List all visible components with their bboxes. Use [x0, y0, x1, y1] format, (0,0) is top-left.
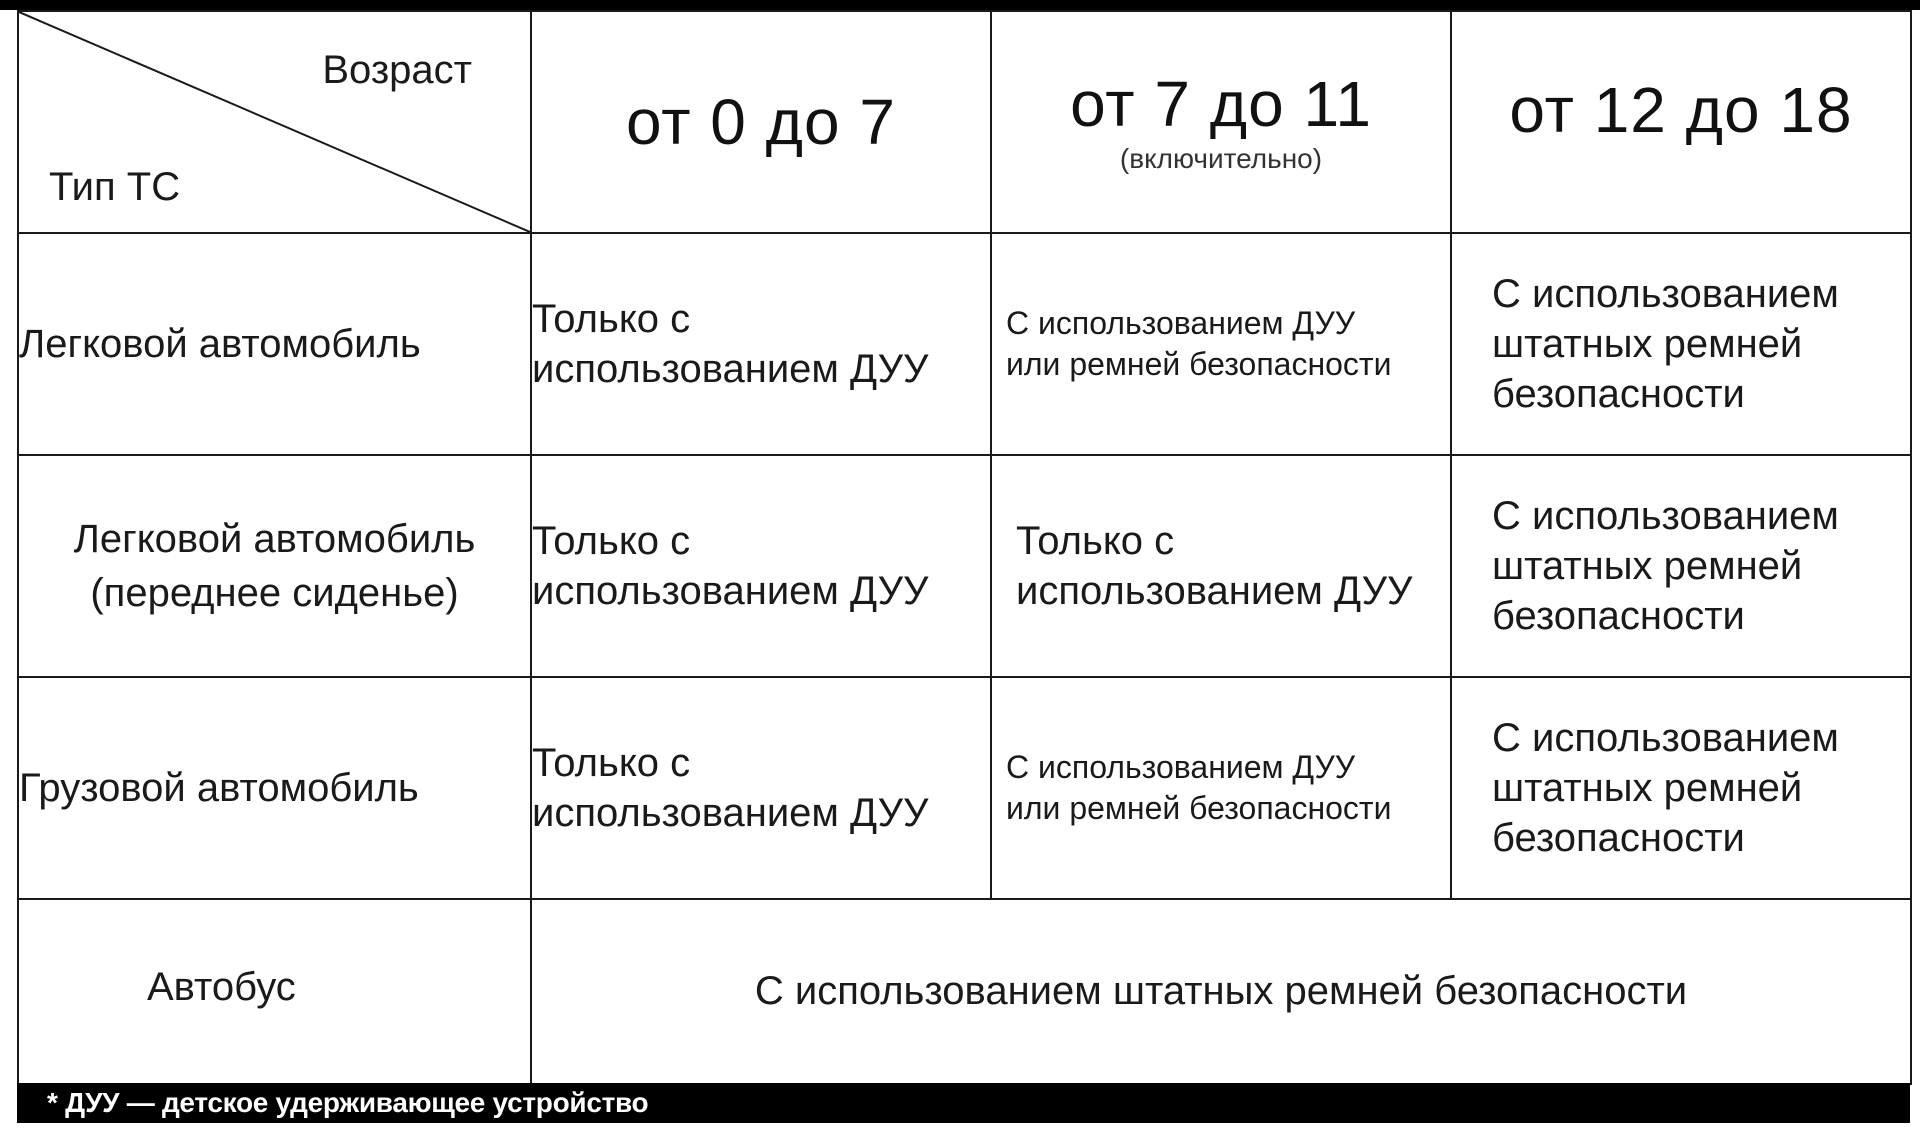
rule-cell — [531, 455, 991, 677]
table-row-passenger-car — [18, 233, 1911, 455]
vehicle-type-label: Автобус — [147, 965, 296, 1009]
vehicle-type-sublabel: (переднее сиденье) — [90, 571, 459, 615]
rule-line: использованием ДУУ — [532, 347, 929, 391]
rule-line: использованием ДУУ — [532, 569, 929, 613]
corner-age-label: Возраст — [322, 48, 472, 92]
rule-line: С использованием — [1492, 716, 1839, 760]
child-restraint-table — [17, 10, 1912, 1085]
table-header-row — [18, 11, 1911, 233]
vehicle-type-cell — [18, 899, 531, 1084]
corner-vehicle-type-label: Тип ТС — [49, 165, 181, 209]
rule-line: Только с — [532, 297, 691, 341]
rule-cell — [991, 233, 1451, 455]
rule-line: Только с — [532, 741, 691, 785]
age-group-label: от 7 до 11 — [1070, 67, 1372, 140]
rule-cell — [991, 677, 1451, 899]
vehicle-type-cell — [18, 233, 531, 455]
age-group-header-3 — [1451, 11, 1911, 233]
rule-line: использованием ДУУ — [532, 791, 929, 835]
header-corner-cell — [18, 11, 531, 233]
age-group-note: (включительно) — [1119, 143, 1323, 175]
table-row-passenger-car-front-seat — [18, 455, 1911, 677]
age-group-label: от 12 до 18 — [1509, 73, 1853, 146]
rule-line: штатных ремней — [1492, 322, 1803, 366]
rule-cell — [531, 677, 991, 899]
merged-rule-cell — [531, 899, 1911, 1084]
top-border-bar — [0, 0, 1920, 10]
footnote-text: * ДУУ — детское удерживающее устройство — [47, 1087, 649, 1118]
table-row-truck — [18, 677, 1911, 899]
rule-line: штатных ремней — [1492, 766, 1803, 810]
footnote-bar — [17, 1083, 1910, 1123]
rule-line: безопасности — [1492, 816, 1745, 860]
vehicle-type-label: Легковой автомобиль — [73, 517, 476, 561]
rule-cell — [1451, 677, 1911, 899]
rule-line: безопасности — [1492, 594, 1745, 638]
rule-cell — [991, 455, 1451, 677]
rule-line: Только с — [1016, 519, 1175, 563]
rule-line: использованием ДУУ — [1016, 569, 1413, 613]
rule-line: или ремней безопасности — [1006, 346, 1392, 382]
age-group-label: от 0 до 7 — [626, 85, 896, 158]
vehicle-type-cell — [18, 677, 531, 899]
vehicle-type-cell — [18, 455, 531, 677]
rule-line: С использованием штатных ремней безопасности — [754, 969, 1688, 1013]
rule-cell — [531, 233, 991, 455]
rule-line: штатных ремней — [1492, 544, 1803, 588]
rule-line: Только с — [532, 519, 691, 563]
table-row-bus — [18, 899, 1911, 1084]
rule-cell — [1451, 455, 1911, 677]
vehicle-type-label: Легковой автомобиль — [19, 322, 421, 366]
vehicle-type-label: Грузовой автомобиль — [19, 766, 419, 810]
rule-line: С использованием ДУУ — [1006, 749, 1356, 786]
rule-line: С использованием — [1492, 272, 1839, 316]
rule-cell — [1451, 233, 1911, 455]
age-group-header-1 — [531, 11, 991, 233]
rule-line: или ремней безопасности — [1006, 790, 1392, 826]
rule-line: С использованием ДУУ — [1006, 305, 1356, 342]
rule-line: С использованием — [1492, 494, 1839, 538]
age-group-header-2 — [991, 11, 1451, 233]
rule-line: безопасности — [1492, 372, 1745, 416]
